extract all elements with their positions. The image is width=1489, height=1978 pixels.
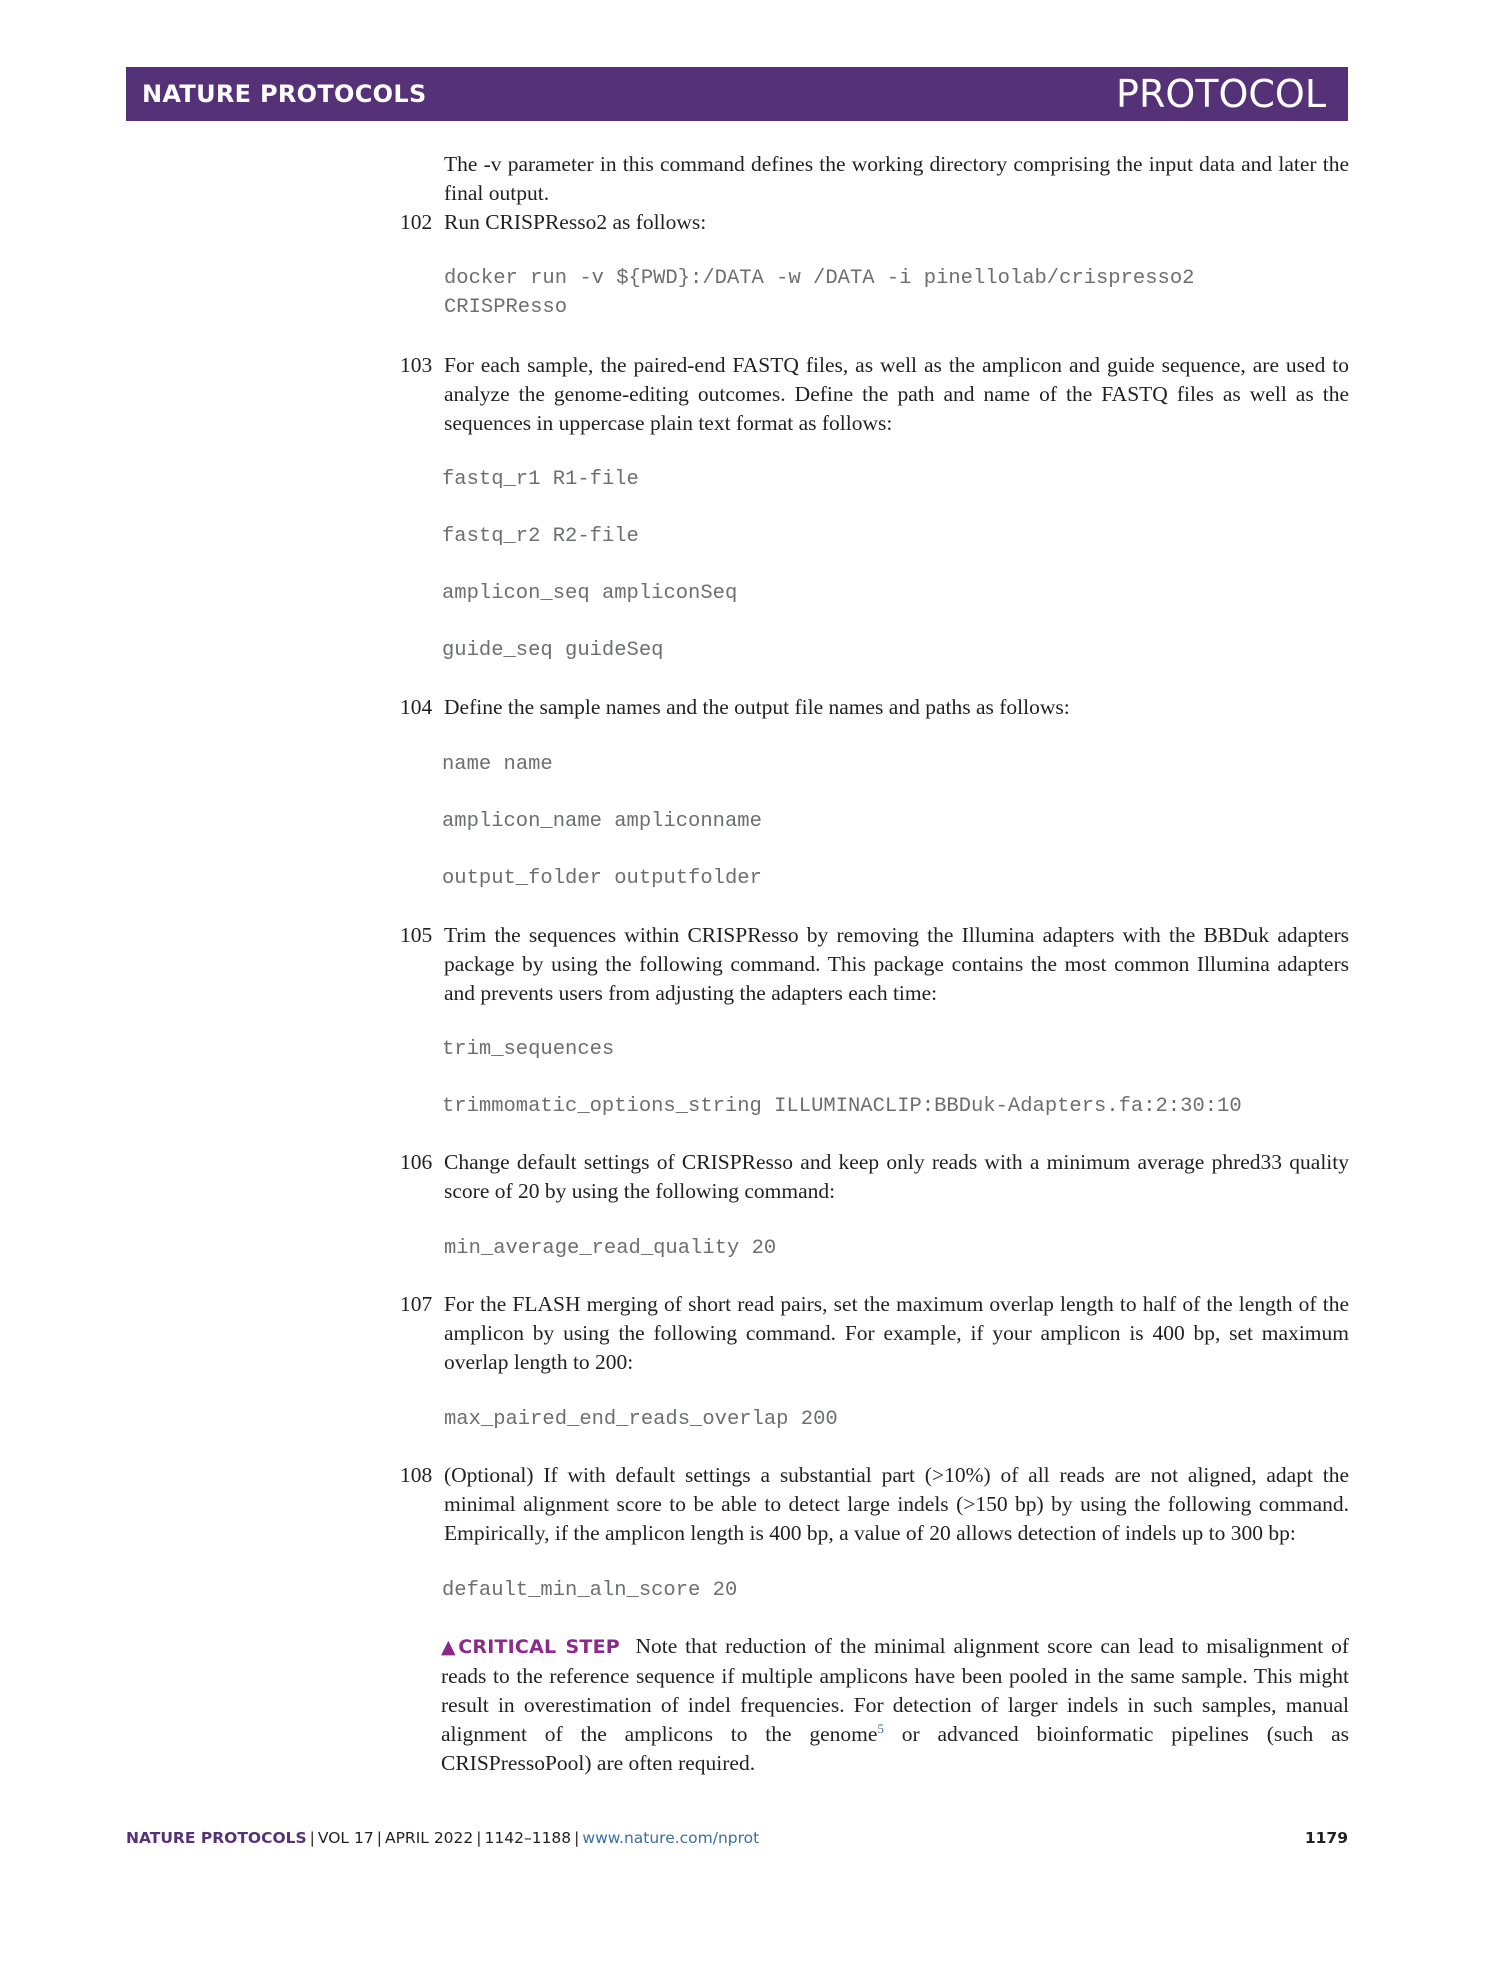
code-param (442, 864, 762, 893)
section-label: PROTOCOL (1116, 72, 1326, 116)
step-text-104: Define the sample names and the output file names and paths as follows: (444, 695, 1070, 719)
param-value: R2-file (552, 525, 639, 548)
param-key: min_average_read_quality (444, 1237, 740, 1260)
step-text-108: (Optional) If with default settings a substantial part (>10%) of all reads are not aligned, adapt the minimal alignment score to be able to detect large indels (>150 bp) by using the following command. Empirically, if the amplicon length is 400 bp, a value of 20 allows detection of indels up to 300 bp: (444, 1463, 1349, 1545)
param-value: guideSeq (565, 639, 664, 662)
critical-step-note (441, 1632, 1349, 1778)
code-param (442, 1035, 614, 1064)
param-value: R1-file (552, 468, 639, 491)
step-text-103: For each sample, the paired-end FASTQ files, as well as the amplicon and guide sequence, are used to analyze the genome-editing outcomes. Define the path and name of the FASTQ files as well as the sequences in uppercase plain text format as follows: (444, 353, 1349, 435)
param-value: ILLUMINACLIP:BBDuk-Adapters.fa:2:30:10 (774, 1095, 1242, 1118)
step-number-108: 108 (400, 1463, 433, 1487)
page-footer: NATURE PROTOCOLS | VOL 17 | APRIL 2022 | 1142–1188 | www.nature.com/nprot 1179 (126, 1829, 1348, 1847)
param-key: output_folder (442, 867, 602, 890)
critical-text-part2: or advanced bioinformatic pipelines (such as CRISPressoPool) are often required. (441, 1722, 1349, 1775)
footer-date: APRIL 2022 (384, 1829, 474, 1847)
param-key: default_min_aln_score (442, 1579, 701, 1602)
critical-step-label: ▲CRITICAL STEP (441, 1636, 620, 1658)
code-param (442, 1576, 737, 1605)
step-text-102: Run CRISPResso2 as follows: (444, 210, 707, 234)
code-param (442, 522, 639, 551)
param-value: ampliconSeq (601, 582, 738, 605)
footer-url-link[interactable]: www.nature.com/nprot (582, 1829, 760, 1847)
intro-paragraph: The -v parameter in this command defines the working directory comprising the input data and later the final output. (444, 152, 1349, 205)
critical-text-part1: Note that reduction of the minimal alignment score can lead to misalignment of reads to the reference sequence if multiple amplicons have been pooled in the same sample. This might result in overestimation of indel frequencies. For detection of larger indels in such samples, manual alignment of the amplicons to the genome (441, 1634, 1349, 1746)
step-number-105: 105 (400, 923, 433, 947)
param-key: fastq_r2 (442, 525, 541, 548)
param-key: trimmomatic_options_string (442, 1095, 762, 1118)
page-header-bar (126, 67, 1348, 121)
param-value: 20 (712, 1579, 738, 1602)
step-number-106: 106 (400, 1150, 433, 1174)
param-value: 200 (800, 1408, 838, 1431)
code-docker-line-1: docker run -v ${PWD}:/DATA -w /DATA -i pinellolab/crispresso2 (444, 267, 1195, 290)
step-text-106: Change default settings of CRISPResso and keep only reads with a minimum average phred33 quality score of 20 by using the following command: (444, 1150, 1349, 1203)
step-number-107: 107 (400, 1292, 433, 1316)
param-value: name (503, 753, 553, 776)
code-param (442, 1092, 1242, 1121)
param-key: max_paired_end_reads_overlap (444, 1408, 789, 1431)
param-key: name (442, 753, 492, 776)
param-value: outputfolder (614, 867, 762, 890)
param-key: fastq_r1 (442, 468, 541, 491)
step-number-104: 104 (400, 695, 433, 719)
code-param (444, 1405, 838, 1434)
param-key: trim_sequences (442, 1038, 615, 1061)
step-number-103: 103 (400, 353, 433, 377)
param-value: 20 (751, 1237, 777, 1260)
code-param (442, 636, 663, 665)
param-key: guide_seq (442, 639, 553, 662)
step-text-105: Trim the sequences within CRISPResso by removing the Illumina adapters with the BBDuk adapters package by using the following command. This package contains the most common Illumina adapters and prevents users from adjusting the adapters each time: (444, 923, 1349, 1005)
page-number: 1179 (1304, 1829, 1348, 1847)
param-value: ampliconname (614, 810, 762, 833)
step-number-102: 102 (400, 210, 433, 234)
footer-journal: NATURE PROTOCOLS (126, 1829, 307, 1847)
param-key: amplicon_seq (442, 582, 590, 605)
footer-volume: VOL 17 (317, 1829, 374, 1847)
code-param (442, 579, 737, 608)
param-key: amplicon_name (442, 810, 602, 833)
code-param (442, 807, 762, 836)
code-docker-line-2: CRISPResso (444, 296, 568, 319)
code-param (442, 465, 639, 494)
code-param (444, 1234, 776, 1263)
step-text-107: For the FLASH merging of short read pairs, set the maximum overlap length to half of the length of the amplicon by using the following command. For example, if your amplicon is 400 bp, set maximum overlap length to 200: (444, 1292, 1349, 1374)
citation-ref[interactable]: 5 (877, 1720, 884, 1736)
footer-pages: 1142–1188 (484, 1829, 572, 1847)
journal-name: NATURE PROTOCOLS (142, 80, 427, 108)
code-param (442, 750, 553, 779)
